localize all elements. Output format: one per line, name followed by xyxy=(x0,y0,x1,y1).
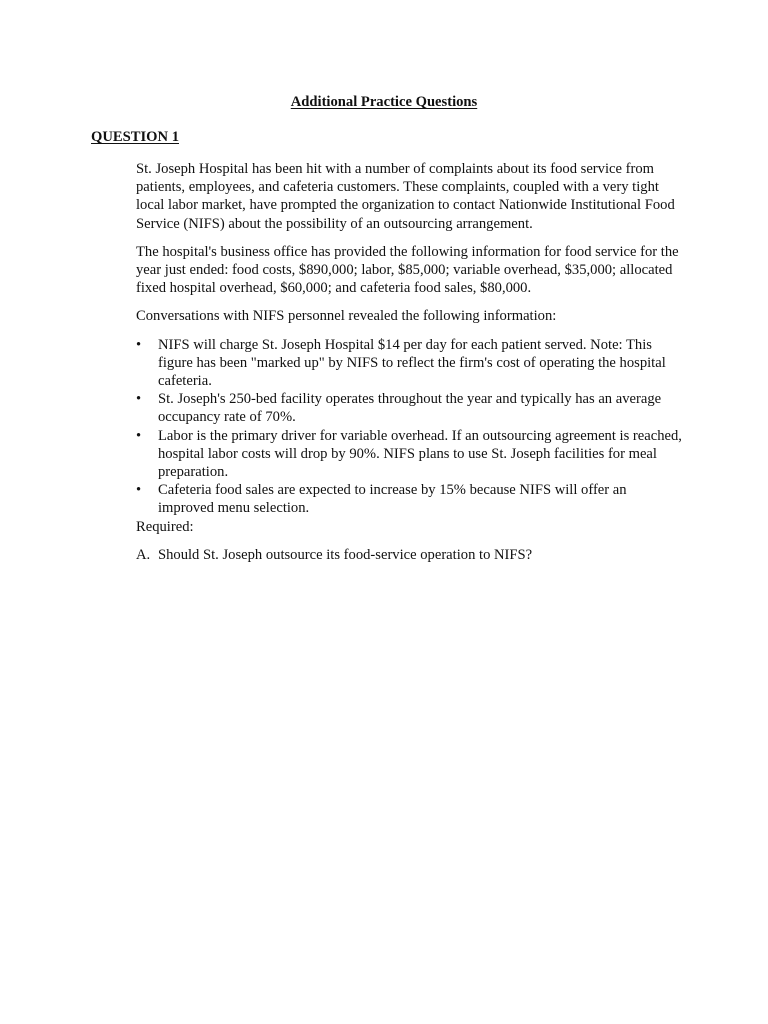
question-label: A. xyxy=(136,546,151,563)
list-item xyxy=(136,481,684,517)
list-item xyxy=(136,336,684,391)
bullet-icon: • xyxy=(136,391,142,408)
list-item xyxy=(136,390,684,426)
bullet-icon: • xyxy=(136,427,142,444)
bullet-icon: • xyxy=(136,336,142,353)
paragraph-business-office: The hospital's business office has provided the following information for food service for the year just ended: food costs, $890,000; labor, $85,000; variable overhead, $35,000; allocated fixed hospital overhead, $60,000; and cafeteria food sales, $80,000. xyxy=(136,243,679,297)
info-bullet-list xyxy=(136,336,684,518)
paragraph-intro: St. Joseph Hospital has been hit with a number of complaints about its food service from patients, employees, and cafeteria customers. These complaints, coupled with a very tight local labor market, have prompted the organization to contact Nationwide Institutional Food Service (NIFS) about the possibility of an outsourcing arrangement. xyxy=(136,161,675,232)
question-item-a xyxy=(136,546,684,564)
list-item xyxy=(136,427,684,482)
bullet-text: Labor is the primary driver for variable overhead. If an outsourcing agreement is reached, hospital labor costs will drop by 90%. NIFS plans to use St. Joseph facilities for meal preparation. xyxy=(158,427,682,481)
question-heading: QUESTION 1 xyxy=(91,129,179,145)
bullet-icon: • xyxy=(136,482,142,499)
paragraph-conversations: Conversations with NIFS personnel revealed the following information: xyxy=(136,308,557,325)
required-label: Required: xyxy=(136,518,194,535)
bullet-text: NIFS will charge St. Joseph Hospital $14 per day for each patient served. Note: This figure has been "marked up" by NIFS to reflect the firm's cost of operating the hospital cafeteria. xyxy=(158,336,666,390)
bullet-text: Cafeteria food sales are expected to increase by 15% because NIFS will offer an improved menu selection. xyxy=(158,482,627,517)
question-text: Should St. Joseph outsource its food-service operation to NIFS? xyxy=(158,546,533,563)
question-body xyxy=(136,160,684,564)
bullet-text: St. Joseph's 250-bed facility operates throughout the year and typically has an average occupancy rate of 70%. xyxy=(158,391,662,426)
document-title: Additional Practice Questions xyxy=(290,94,478,110)
